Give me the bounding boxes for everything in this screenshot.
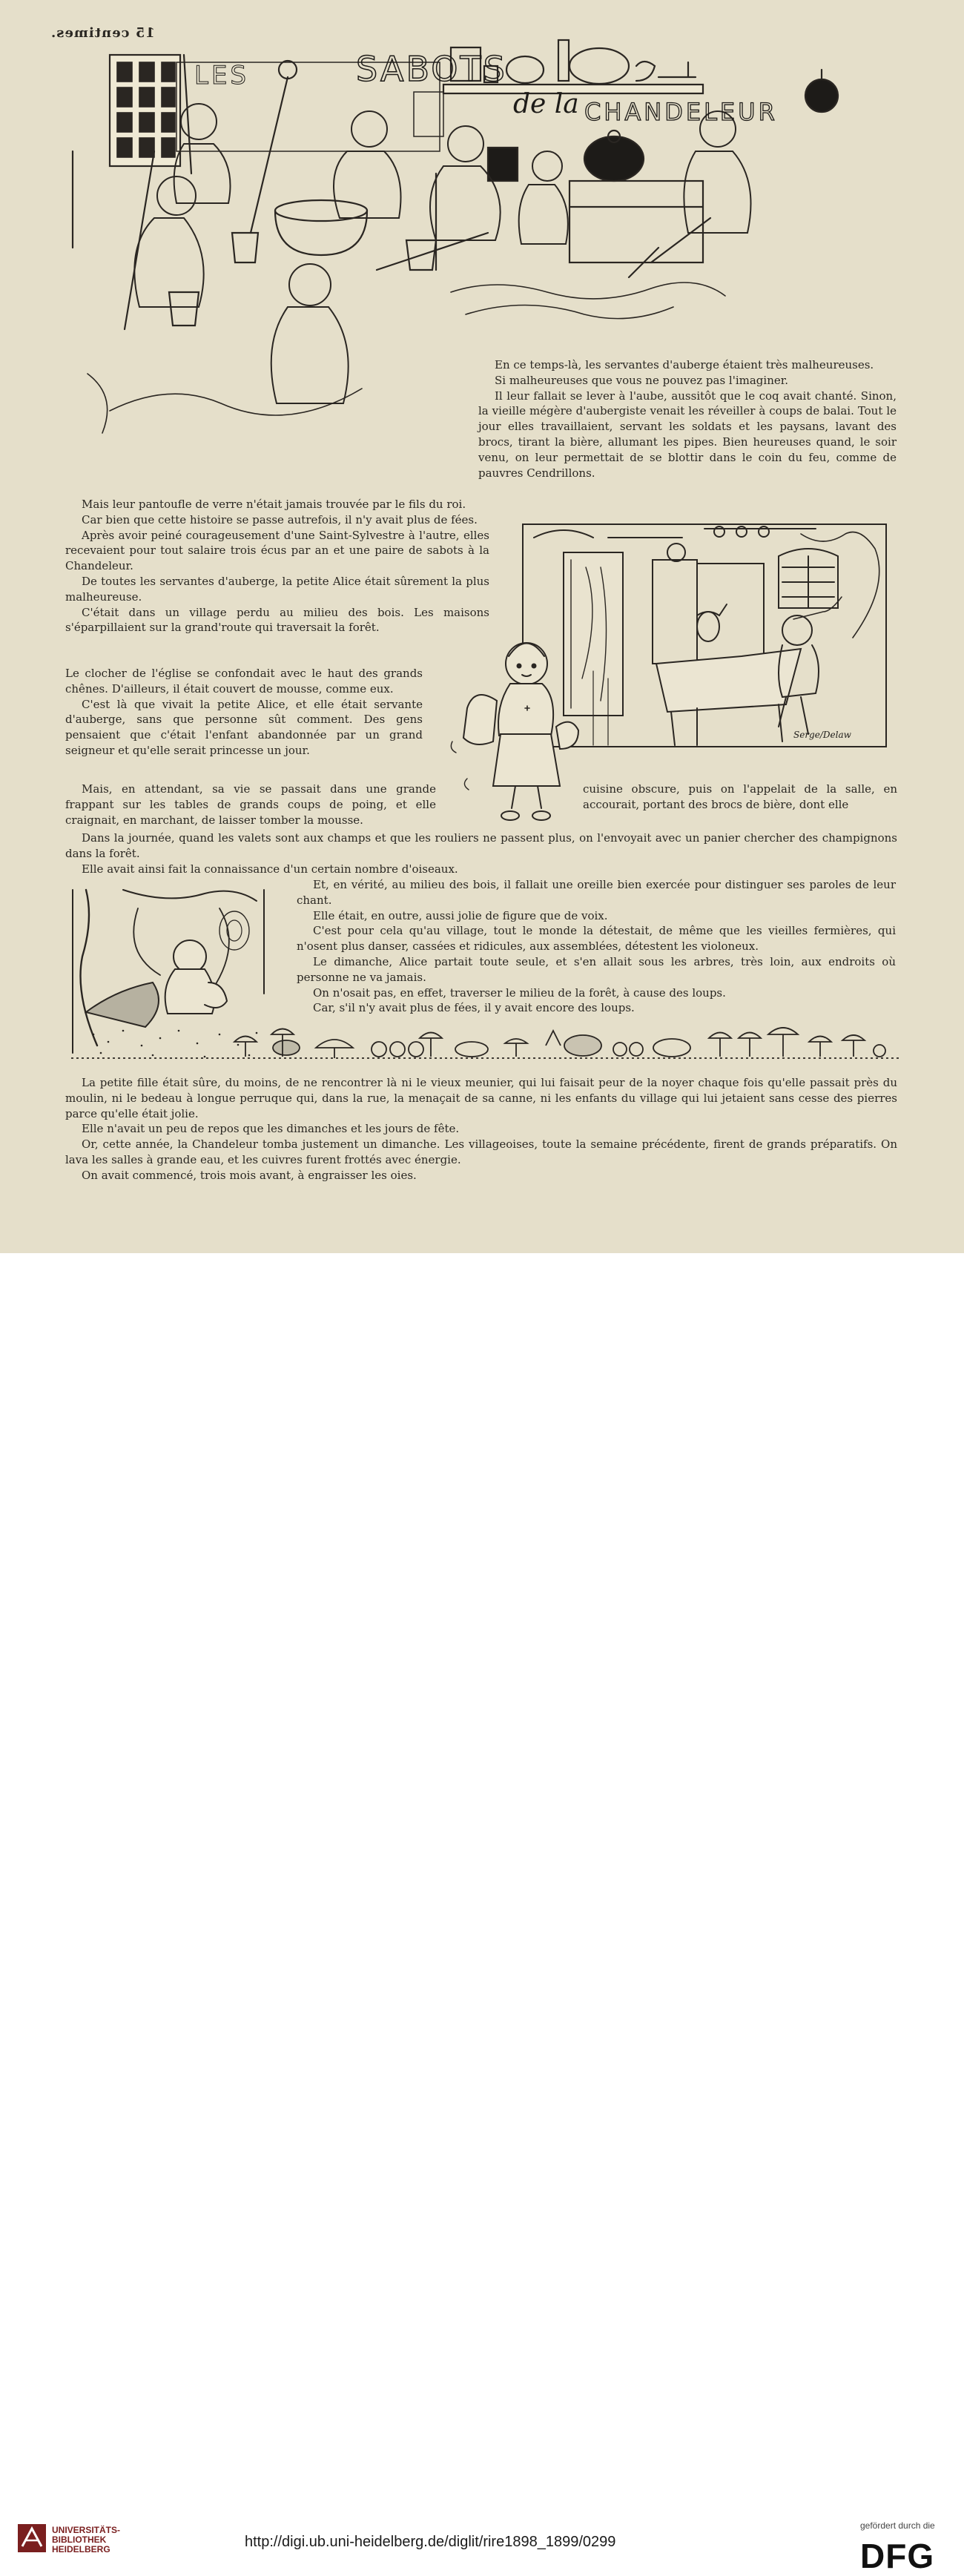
paragraph: Elle n'avait un peu de repos que les dimanches et les jours de fête. bbox=[82, 1122, 460, 1136]
paragraph: Car, s'il n'y avait plus de fées, il y avait encore des loups. bbox=[313, 1001, 635, 1015]
paragraph: Elle était, en outre, aussi jolie de figure que de voix. bbox=[313, 908, 608, 922]
paragraph: Il leur fallait se lever à l'aube, aussitôt que le coq avait chanté. Sinon, la vieille mégère d'aubergiste venait les réveiller à coups de balai. Tout le jour elles travaillaient, servant les soldats et les paysans, lavant des brocs, tirant la bière, allumant les pipes. Bien heureuses quand, le soir venu, on leur permettait de se blottir dans le coin du feu, comme de pauvres Cendrillons. bbox=[478, 389, 897, 480]
text-block-mid bbox=[65, 830, 897, 876]
text-block-left bbox=[65, 497, 489, 635]
paragraph: Car bien que cette histoire se passe autrefois, il n'y avait plus de fées. bbox=[82, 512, 478, 526]
paragraph: Le clocher de l'église se confondait avec le haut des grands chênes. D'ailleurs, il était couvert de mousse, comme eux. bbox=[65, 667, 423, 696]
paragraph: C'est pour cela qu'au village, tout le monde la détestait, de même que les vieilles fermières, qui n'osent plus danser, cassées et ridicules, aux assemblées, détestent les violoneux. bbox=[297, 924, 896, 954]
text-block-intro bbox=[478, 357, 897, 480]
paragraph: C'est là que vivait la petite Alice, et elle était servante d'auberge, sans que personne sût comment. Des gens pensaient que c'était l'enfant abandonnée par un grand seigneur et qu'elle serait princesse un jour. bbox=[65, 697, 423, 757]
paragraph: Si malheureuses que vous ne pouvez pas l'imaginer. bbox=[495, 373, 789, 387]
scanned-page bbox=[0, 0, 964, 1253]
text-block-right-lower bbox=[297, 877, 896, 1016]
paragraph: cuisine obscure, puis on l'appelait de la salle, en accourait, portant des brocs de bière, dont elle bbox=[583, 782, 897, 811]
dfg-logo: DFG bbox=[860, 2537, 935, 2575]
title-de-la: de la bbox=[513, 89, 579, 119]
paragraph: La petite fille était sûre, du moins, de ne rencontrer là ni le vieux meunier, qui lui faisait peur de la noyer chaque fois qu'elle passait près du moulin, ni le bedeau à longue perruque qui, dans la rue, la menaçait de sa canne, ni les enfants du village qui lui jetaient sans cesse des pierres parce qu'elle était jolie. bbox=[65, 1076, 897, 1120]
price-label: 15 centimes. bbox=[50, 25, 155, 41]
paragraph: Le dimanche, Alice partait toute seule, et s'en allait sous les arbres, très loin, aux endroits où personne ne va jamais. bbox=[297, 954, 896, 984]
text-block-split-left bbox=[65, 782, 436, 828]
paragraph: Elle avait ainsi fait la connaissance d'un certain nombre d'oiseaux. bbox=[82, 862, 458, 876]
paragraph: Or, cette année, la Chandeleur tomba justement un dimanche. Les villageoises, toute la semaine précédente, firent de grands préparatifs. On lava les salles à grande eau, et les cuivres furent frottés avec énergie. bbox=[65, 1137, 897, 1166]
paragraph: En ce temps-là, les servantes d'auberge étaient très malheureuses. bbox=[495, 358, 874, 371]
permalink-url[interactable]: http://digi.ub.uni-heidelberg.de/diglit/rire1898_1899/0299 bbox=[245, 2534, 616, 2550]
text-block-left-narrow bbox=[65, 666, 423, 759]
paragraph: On avait commencé, trois mois avant, à engraisser les oies. bbox=[82, 1168, 417, 1182]
alice-figure bbox=[445, 638, 586, 823]
paragraph: Mais, en attendant, sa vie se passait dans une grande frappant sur les tables de grands coups de poing, et elle craignait, en marchant, de laisser tomber la mousse. bbox=[65, 782, 436, 827]
viewer-footer bbox=[0, 1253, 964, 2575]
paragraph: Et, en vérité, au milieu des bois, il fallait une oreille bien exercée pour distinguer ses paroles de leur chant. bbox=[297, 878, 896, 907]
title-sabots: SABOTS bbox=[356, 49, 507, 89]
paragraph: C'était dans un village perdu au milieu des bois. Les maisons s'éparpillaient sur la grand'route qui traversait la forêt. bbox=[65, 605, 489, 635]
paragraph: On n'osait pas, en effet, traverser le milieu de la forêt, à cause des loups. bbox=[313, 985, 726, 1000]
university-logo-text: UNIVERSITÄTS- BIBLIOTHEK HEIDELBERG bbox=[52, 2525, 121, 2554]
text-block-split-right bbox=[583, 782, 897, 813]
university-seal-icon bbox=[16, 2523, 47, 2554]
paragraph: De toutes les servantes d'auberge, la petite Alice était sûrement la plus malheureuse. bbox=[65, 574, 489, 604]
paragraph: Après avoir peiné courageusement d'une Saint-Sylvestre à l'autre, elles recevaient pour tout salaire trois écus par an et une paire de sabots à la Chandeleur. bbox=[65, 528, 489, 573]
title-chandeleur: CHANDELEUR bbox=[584, 98, 778, 126]
paragraph: Dans la journée, quand les valets sont aux champs et que les rouliers ne passent plus, on l'envoyait avec un panier chercher des champignons dans la forêt. bbox=[65, 831, 897, 860]
text-block-bottom bbox=[65, 1075, 897, 1183]
signature: Serge/Delaw bbox=[793, 730, 851, 740]
paragraph: Mais leur pantoufle de verre n'était jamais trouvée par le fils du roi. bbox=[82, 498, 466, 511]
funded-by-label: gefördert durch die bbox=[860, 2520, 935, 2531]
title-les: LES bbox=[194, 61, 250, 90]
